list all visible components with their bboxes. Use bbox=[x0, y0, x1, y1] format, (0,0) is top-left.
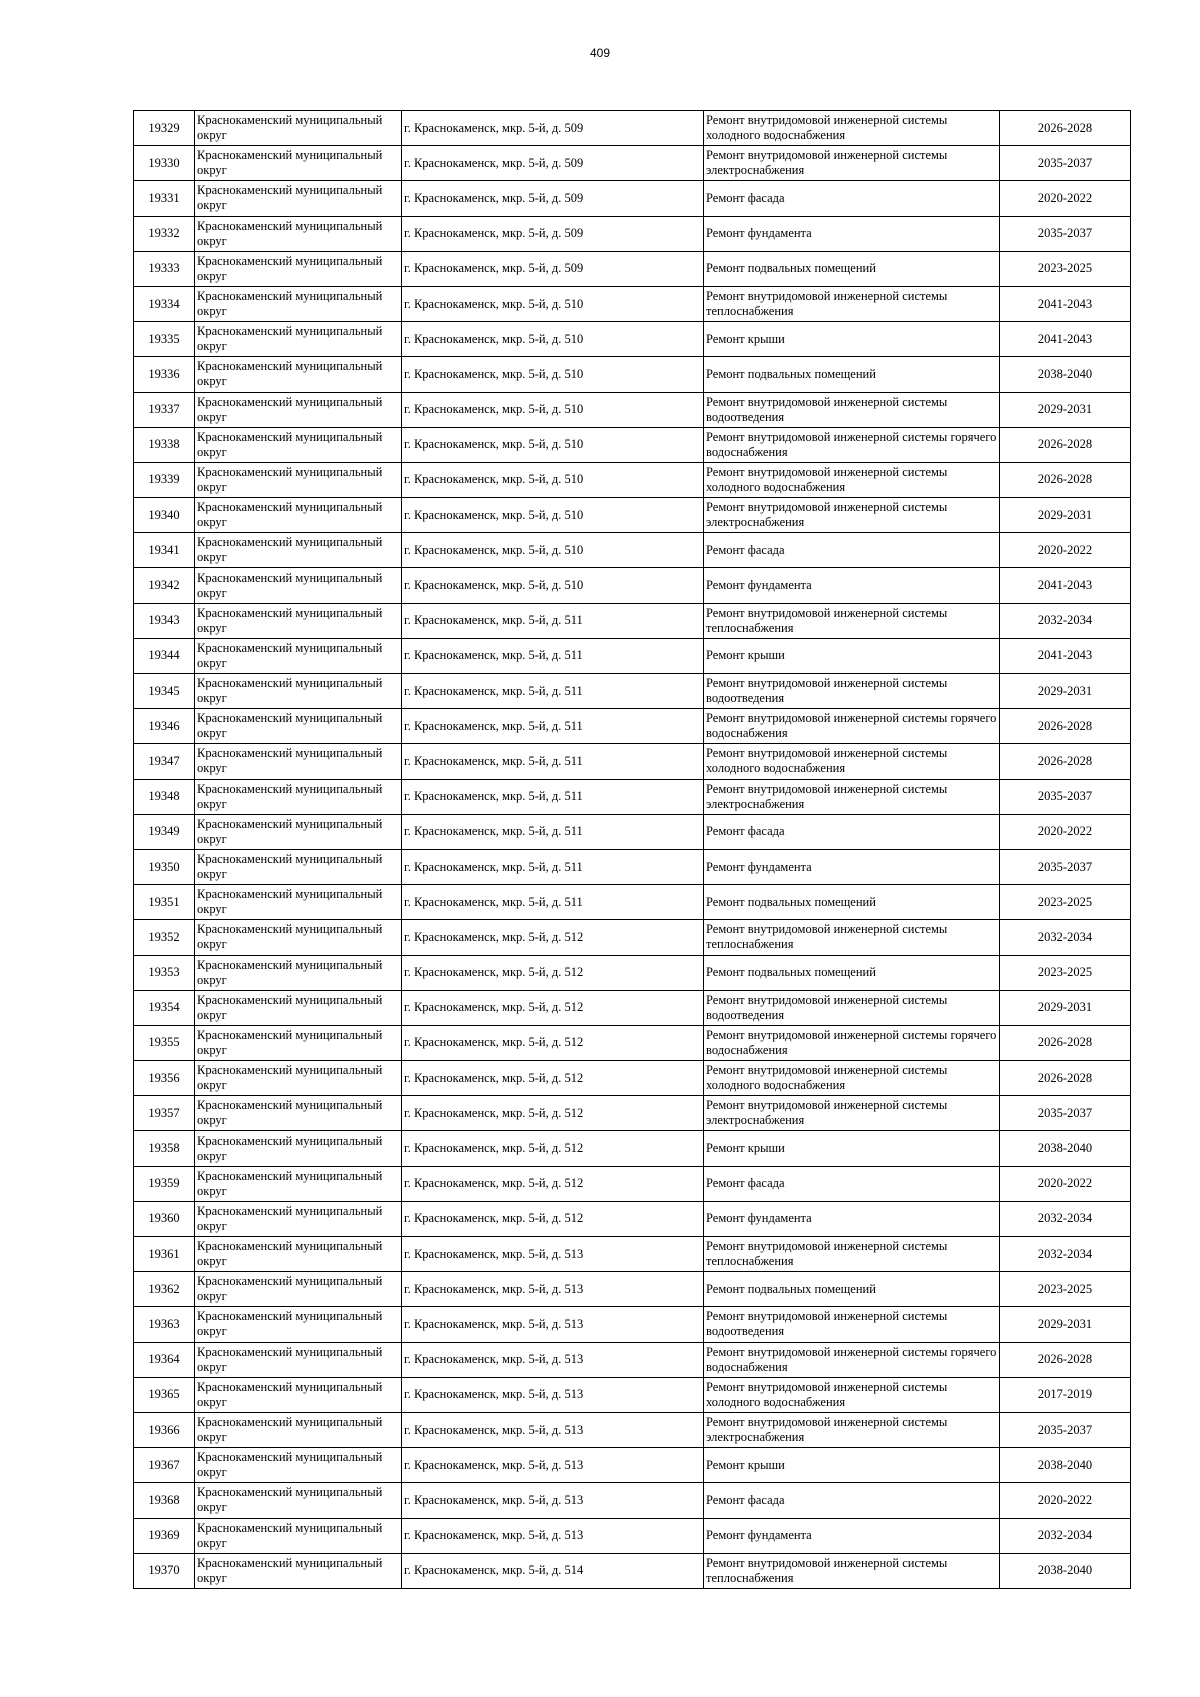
address-cell: г. Краснокаменск, мкр. 5-й, д. 509 bbox=[402, 251, 704, 286]
period-cell: 2020-2022 bbox=[1000, 814, 1131, 849]
district-cell: Краснокаменский муниципальный округ bbox=[195, 814, 402, 849]
work-type-cell: Ремонт фасада bbox=[704, 533, 1000, 568]
period-cell: 2032-2034 bbox=[1000, 1518, 1131, 1553]
work-type-cell: Ремонт подвальных помещений bbox=[704, 251, 1000, 286]
row-number-cell: 19358 bbox=[134, 1131, 195, 1166]
period-cell: 2038-2040 bbox=[1000, 357, 1131, 392]
row-number-cell: 19369 bbox=[134, 1518, 195, 1553]
row-number-cell: 19339 bbox=[134, 462, 195, 497]
period-cell: 2032-2034 bbox=[1000, 603, 1131, 638]
period-cell: 2032-2034 bbox=[1000, 1237, 1131, 1272]
table-row bbox=[134, 1201, 1131, 1236]
period-cell: 2026-2028 bbox=[1000, 462, 1131, 497]
district-cell: Краснокаменский муниципальный округ bbox=[195, 1553, 402, 1588]
row-number-cell: 19346 bbox=[134, 709, 195, 744]
period-cell: 2026-2028 bbox=[1000, 744, 1131, 779]
address-cell: г. Краснокаменск, мкр. 5-й, д. 510 bbox=[402, 286, 704, 321]
district-cell: Краснокаменский муниципальный округ bbox=[195, 990, 402, 1025]
period-cell: 2020-2022 bbox=[1000, 1483, 1131, 1518]
period-cell: 2038-2040 bbox=[1000, 1131, 1131, 1166]
work-type-cell: Ремонт внутридомовой инженерной системы холодного водоснабжения bbox=[704, 1377, 1000, 1412]
period-cell: 2035-2037 bbox=[1000, 779, 1131, 814]
row-number-cell: 19352 bbox=[134, 920, 195, 955]
row-number-cell: 19361 bbox=[134, 1237, 195, 1272]
table-row bbox=[134, 1377, 1131, 1412]
period-cell: 2041-2043 bbox=[1000, 568, 1131, 603]
table-row bbox=[134, 1553, 1131, 1588]
district-cell: Краснокаменский муниципальный округ bbox=[195, 674, 402, 709]
table-row bbox=[134, 603, 1131, 638]
period-cell: 2038-2040 bbox=[1000, 1553, 1131, 1588]
work-type-cell: Ремонт внутридомовой инженерной системы горячего водоснабжения bbox=[704, 427, 1000, 462]
work-type-cell: Ремонт крыши bbox=[704, 638, 1000, 673]
period-cell: 2035-2037 bbox=[1000, 1412, 1131, 1447]
work-type-cell: Ремонт внутридомовой инженерной системы электроснабжения bbox=[704, 498, 1000, 533]
work-type-cell: Ремонт внутридомовой инженерной системы водоотведения bbox=[704, 674, 1000, 709]
work-type-cell: Ремонт внутридомовой инженерной системы горячего водоснабжения bbox=[704, 1025, 1000, 1060]
work-type-cell: Ремонт внутридомовой инженерной системы горячего водоснабжения bbox=[704, 1342, 1000, 1377]
period-cell: 2026-2028 bbox=[1000, 111, 1131, 146]
row-number-cell: 19359 bbox=[134, 1166, 195, 1201]
table-row bbox=[134, 498, 1131, 533]
district-cell: Краснокаменский муниципальный округ bbox=[195, 1131, 402, 1166]
address-cell: г. Краснокаменск, мкр. 5-й, д. 513 bbox=[402, 1518, 704, 1553]
work-type-cell: Ремонт внутридомовой инженерной системы горячего водоснабжения bbox=[704, 709, 1000, 744]
district-cell: Краснокаменский муниципальный округ bbox=[195, 251, 402, 286]
district-cell: Краснокаменский муниципальный округ bbox=[195, 638, 402, 673]
address-cell: г. Краснокаменск, мкр. 5-й, д. 511 bbox=[402, 638, 704, 673]
registry-table bbox=[133, 110, 1131, 1589]
table-row bbox=[134, 216, 1131, 251]
row-number-cell: 19332 bbox=[134, 216, 195, 251]
table-row bbox=[134, 955, 1131, 990]
work-type-cell: Ремонт подвальных помещений bbox=[704, 955, 1000, 990]
work-type-cell: Ремонт внутридомовой инженерной системы водоотведения bbox=[704, 990, 1000, 1025]
row-number-cell: 19350 bbox=[134, 849, 195, 884]
table-row bbox=[134, 1166, 1131, 1201]
period-cell: 2020-2022 bbox=[1000, 1166, 1131, 1201]
table-row bbox=[134, 392, 1131, 427]
address-cell: г. Краснокаменск, мкр. 5-й, д. 513 bbox=[402, 1483, 704, 1518]
district-cell: Краснокаменский муниципальный округ bbox=[195, 1518, 402, 1553]
district-cell: Краснокаменский муниципальный округ bbox=[195, 1272, 402, 1307]
row-number-cell: 19365 bbox=[134, 1377, 195, 1412]
row-number-cell: 19354 bbox=[134, 990, 195, 1025]
address-cell: г. Краснокаменск, мкр. 5-й, д. 510 bbox=[402, 357, 704, 392]
district-cell: Краснокаменский муниципальный округ bbox=[195, 216, 402, 251]
row-number-cell: 19329 bbox=[134, 111, 195, 146]
row-number-cell: 19370 bbox=[134, 1553, 195, 1588]
period-cell: 2020-2022 bbox=[1000, 181, 1131, 216]
work-type-cell: Ремонт крыши bbox=[704, 1448, 1000, 1483]
period-cell: 2029-2031 bbox=[1000, 1307, 1131, 1342]
district-cell: Краснокаменский муниципальный округ bbox=[195, 427, 402, 462]
row-number-cell: 19334 bbox=[134, 286, 195, 321]
district-cell: Краснокаменский муниципальный округ bbox=[195, 849, 402, 884]
table-row bbox=[134, 568, 1131, 603]
address-cell: г. Краснокаменск, мкр. 5-й, д. 511 bbox=[402, 603, 704, 638]
table-row bbox=[134, 674, 1131, 709]
period-cell: 2023-2025 bbox=[1000, 251, 1131, 286]
address-cell: г. Краснокаменск, мкр. 5-й, д. 509 bbox=[402, 111, 704, 146]
table-row bbox=[134, 744, 1131, 779]
row-number-cell: 19330 bbox=[134, 146, 195, 181]
address-cell: г. Краснокаменск, мкр. 5-й, д. 509 bbox=[402, 216, 704, 251]
address-cell: г. Краснокаменск, мкр. 5-й, д. 512 bbox=[402, 1025, 704, 1060]
table-row bbox=[134, 322, 1131, 357]
work-type-cell: Ремонт фундамента bbox=[704, 1201, 1000, 1236]
registry-table-body bbox=[134, 111, 1131, 1589]
table-row bbox=[134, 1272, 1131, 1307]
table-row bbox=[134, 920, 1131, 955]
period-cell: 2026-2028 bbox=[1000, 1342, 1131, 1377]
table-row bbox=[134, 111, 1131, 146]
address-cell: г. Краснокаменск, мкр. 5-й, д. 511 bbox=[402, 779, 704, 814]
district-cell: Краснокаменский муниципальный округ bbox=[195, 955, 402, 990]
work-type-cell: Ремонт фундамента bbox=[704, 1518, 1000, 1553]
district-cell: Краснокаменский муниципальный округ bbox=[195, 1201, 402, 1236]
address-cell: г. Краснокаменск, мкр. 5-й, д. 512 bbox=[402, 1166, 704, 1201]
row-number-cell: 19340 bbox=[134, 498, 195, 533]
address-cell: г. Краснокаменск, мкр. 5-й, д. 512 bbox=[402, 920, 704, 955]
district-cell: Краснокаменский муниципальный округ bbox=[195, 146, 402, 181]
table-row bbox=[134, 990, 1131, 1025]
district-cell: Краснокаменский муниципальный округ bbox=[195, 1237, 402, 1272]
address-cell: г. Краснокаменск, мкр. 5-й, д. 512 bbox=[402, 1061, 704, 1096]
row-number-cell: 19362 bbox=[134, 1272, 195, 1307]
table-row bbox=[134, 1025, 1131, 1060]
period-cell: 2035-2037 bbox=[1000, 849, 1131, 884]
table-row bbox=[134, 357, 1131, 392]
period-cell: 2029-2031 bbox=[1000, 392, 1131, 427]
table-row bbox=[134, 462, 1131, 497]
row-number-cell: 19335 bbox=[134, 322, 195, 357]
table-row bbox=[134, 427, 1131, 462]
work-type-cell: Ремонт фасада bbox=[704, 1483, 1000, 1518]
table-row bbox=[134, 885, 1131, 920]
row-number-cell: 19364 bbox=[134, 1342, 195, 1377]
row-number-cell: 19331 bbox=[134, 181, 195, 216]
work-type-cell: Ремонт внутридомовой инженерной системы холодного водоснабжения bbox=[704, 462, 1000, 497]
work-type-cell: Ремонт внутридомовой инженерной системы теплоснабжения bbox=[704, 1237, 1000, 1272]
district-cell: Краснокаменский муниципальный округ bbox=[195, 568, 402, 603]
row-number-cell: 19349 bbox=[134, 814, 195, 849]
table-row bbox=[134, 251, 1131, 286]
table-row bbox=[134, 1061, 1131, 1096]
address-cell: г. Краснокаменск, мкр. 5-й, д. 510 bbox=[402, 462, 704, 497]
address-cell: г. Краснокаменск, мкр. 5-й, д. 509 bbox=[402, 146, 704, 181]
district-cell: Краснокаменский муниципальный округ bbox=[195, 533, 402, 568]
period-cell: 2026-2028 bbox=[1000, 1061, 1131, 1096]
row-number-cell: 19342 bbox=[134, 568, 195, 603]
work-type-cell: Ремонт внутридомовой инженерной системы водоотведения bbox=[704, 392, 1000, 427]
address-cell: г. Краснокаменск, мкр. 5-й, д. 510 bbox=[402, 498, 704, 533]
address-cell: г. Краснокаменск, мкр. 5-й, д. 513 bbox=[402, 1377, 704, 1412]
row-number-cell: 19367 bbox=[134, 1448, 195, 1483]
period-cell: 2032-2034 bbox=[1000, 920, 1131, 955]
work-type-cell: Ремонт внутридомовой инженерной системы холодного водоснабжения bbox=[704, 1061, 1000, 1096]
row-number-cell: 19355 bbox=[134, 1025, 195, 1060]
table-row bbox=[134, 1096, 1131, 1131]
row-number-cell: 19345 bbox=[134, 674, 195, 709]
work-type-cell: Ремонт фундамента bbox=[704, 849, 1000, 884]
table-row bbox=[134, 1342, 1131, 1377]
period-cell: 2029-2031 bbox=[1000, 498, 1131, 533]
address-cell: г. Краснокаменск, мкр. 5-й, д. 511 bbox=[402, 674, 704, 709]
work-type-cell: Ремонт внутридомовой инженерной системы электроснабжения bbox=[704, 1412, 1000, 1447]
work-type-cell: Ремонт подвальных помещений bbox=[704, 1272, 1000, 1307]
district-cell: Краснокаменский муниципальный округ bbox=[195, 1025, 402, 1060]
district-cell: Краснокаменский муниципальный округ bbox=[195, 498, 402, 533]
district-cell: Краснокаменский муниципальный округ bbox=[195, 322, 402, 357]
address-cell: г. Краснокаменск, мкр. 5-й, д. 510 bbox=[402, 533, 704, 568]
address-cell: г. Краснокаменск, мкр. 5-й, д. 512 bbox=[402, 1096, 704, 1131]
table-row bbox=[134, 1518, 1131, 1553]
address-cell: г. Краснокаменск, мкр. 5-й, д. 509 bbox=[402, 181, 704, 216]
district-cell: Краснокаменский муниципальный округ bbox=[195, 1377, 402, 1412]
row-number-cell: 19366 bbox=[134, 1412, 195, 1447]
table-row bbox=[134, 1483, 1131, 1518]
district-cell: Краснокаменский муниципальный округ bbox=[195, 920, 402, 955]
district-cell: Краснокаменский муниципальный округ bbox=[195, 744, 402, 779]
period-cell: 2026-2028 bbox=[1000, 709, 1131, 744]
work-type-cell: Ремонт внутридомовой инженерной системы электроснабжения bbox=[704, 1096, 1000, 1131]
address-cell: г. Краснокаменск, мкр. 5-й, д. 513 bbox=[402, 1307, 704, 1342]
work-type-cell: Ремонт фундамента bbox=[704, 568, 1000, 603]
district-cell: Краснокаменский муниципальный округ bbox=[195, 462, 402, 497]
row-number-cell: 19353 bbox=[134, 955, 195, 990]
district-cell: Краснокаменский муниципальный округ bbox=[195, 1096, 402, 1131]
address-cell: г. Краснокаменск, мкр. 5-й, д. 511 bbox=[402, 849, 704, 884]
period-cell: 2035-2037 bbox=[1000, 216, 1131, 251]
row-number-cell: 19348 bbox=[134, 779, 195, 814]
row-number-cell: 19338 bbox=[134, 427, 195, 462]
period-cell: 2035-2037 bbox=[1000, 146, 1131, 181]
work-type-cell: Ремонт внутридомовой инженерной системы холодного водоснабжения bbox=[704, 744, 1000, 779]
district-cell: Краснокаменский муниципальный округ bbox=[195, 779, 402, 814]
period-cell: 2020-2022 bbox=[1000, 533, 1131, 568]
period-cell: 2026-2028 bbox=[1000, 427, 1131, 462]
work-type-cell: Ремонт внутридомовой инженерной системы электроснабжения bbox=[704, 779, 1000, 814]
table-row bbox=[134, 1237, 1131, 1272]
period-cell: 2041-2043 bbox=[1000, 638, 1131, 673]
work-type-cell: Ремонт внутридомовой инженерной системы водоотведения bbox=[704, 1307, 1000, 1342]
row-number-cell: 19357 bbox=[134, 1096, 195, 1131]
work-type-cell: Ремонт фасада bbox=[704, 181, 1000, 216]
period-cell: 2038-2040 bbox=[1000, 1448, 1131, 1483]
address-cell: г. Краснокаменск, мкр. 5-й, д. 511 bbox=[402, 814, 704, 849]
address-cell: г. Краснокаменск, мкр. 5-й, д. 512 bbox=[402, 990, 704, 1025]
work-type-cell: Ремонт фасада bbox=[704, 814, 1000, 849]
district-cell: Краснокаменский муниципальный округ bbox=[195, 603, 402, 638]
address-cell: г. Краснокаменск, мкр. 5-й, д. 512 bbox=[402, 1131, 704, 1166]
period-cell: 2023-2025 bbox=[1000, 1272, 1131, 1307]
period-cell: 2041-2043 bbox=[1000, 286, 1131, 321]
district-cell: Краснокаменский муниципальный округ bbox=[195, 1412, 402, 1447]
address-cell: г. Краснокаменск, мкр. 5-й, д. 510 bbox=[402, 322, 704, 357]
table-row bbox=[134, 1448, 1131, 1483]
address-cell: г. Краснокаменск, мкр. 5-й, д. 513 bbox=[402, 1448, 704, 1483]
table-row bbox=[134, 1412, 1131, 1447]
table-row bbox=[134, 146, 1131, 181]
table-row bbox=[134, 1131, 1131, 1166]
table-row bbox=[134, 709, 1131, 744]
work-type-cell: Ремонт внутридомовой инженерной системы электроснабжения bbox=[704, 146, 1000, 181]
table-row bbox=[134, 181, 1131, 216]
address-cell: г. Краснокаменск, мкр. 5-й, д. 510 bbox=[402, 427, 704, 462]
work-type-cell: Ремонт внутридомовой инженерной системы теплоснабжения bbox=[704, 1553, 1000, 1588]
district-cell: Краснокаменский муниципальный округ bbox=[195, 885, 402, 920]
address-cell: г. Краснокаменск, мкр. 5-й, д. 510 bbox=[402, 568, 704, 603]
address-cell: г. Краснокаменск, мкр. 5-й, д. 512 bbox=[402, 955, 704, 990]
table-row bbox=[134, 638, 1131, 673]
address-cell: г. Краснокаменск, мкр. 5-й, д. 512 bbox=[402, 1201, 704, 1236]
table-row bbox=[134, 779, 1131, 814]
work-type-cell: Ремонт внутридомовой инженерной системы теплоснабжения bbox=[704, 920, 1000, 955]
page-number: 409 bbox=[589, 46, 611, 60]
address-cell: г. Краснокаменск, мкр. 5-й, д. 513 bbox=[402, 1412, 704, 1447]
district-cell: Краснокаменский муниципальный округ bbox=[195, 1342, 402, 1377]
period-cell: 2035-2037 bbox=[1000, 1096, 1131, 1131]
work-type-cell: Ремонт крыши bbox=[704, 322, 1000, 357]
address-cell: г. Краснокаменск, мкр. 5-й, д. 513 bbox=[402, 1237, 704, 1272]
work-type-cell: Ремонт внутридомовой инженерной системы теплоснабжения bbox=[704, 603, 1000, 638]
row-number-cell: 19343 bbox=[134, 603, 195, 638]
row-number-cell: 19344 bbox=[134, 638, 195, 673]
table-row bbox=[134, 533, 1131, 568]
table-row bbox=[134, 849, 1131, 884]
period-cell: 2041-2043 bbox=[1000, 322, 1131, 357]
address-cell: г. Краснокаменск, мкр. 5-й, д. 511 bbox=[402, 709, 704, 744]
district-cell: Краснокаменский муниципальный округ bbox=[195, 709, 402, 744]
table-row bbox=[134, 286, 1131, 321]
address-cell: г. Краснокаменск, мкр. 5-й, д. 513 bbox=[402, 1272, 704, 1307]
period-cell: 2026-2028 bbox=[1000, 1025, 1131, 1060]
period-cell: 2029-2031 bbox=[1000, 990, 1131, 1025]
row-number-cell: 19347 bbox=[134, 744, 195, 779]
work-type-cell: Ремонт внутридомовой инженерной системы теплоснабжения bbox=[704, 286, 1000, 321]
district-cell: Краснокаменский муниципальный округ bbox=[195, 392, 402, 427]
period-cell: 2032-2034 bbox=[1000, 1201, 1131, 1236]
table-row bbox=[134, 1307, 1131, 1342]
row-number-cell: 19360 bbox=[134, 1201, 195, 1236]
district-cell: Краснокаменский муниципальный округ bbox=[195, 111, 402, 146]
row-number-cell: 19336 bbox=[134, 357, 195, 392]
work-type-cell: Ремонт крыши bbox=[704, 1131, 1000, 1166]
district-cell: Краснокаменский муниципальный округ bbox=[195, 181, 402, 216]
address-cell: г. Краснокаменск, мкр. 5-й, д. 511 bbox=[402, 744, 704, 779]
row-number-cell: 19337 bbox=[134, 392, 195, 427]
table-row bbox=[134, 814, 1131, 849]
row-number-cell: 19356 bbox=[134, 1061, 195, 1096]
period-cell: 2029-2031 bbox=[1000, 674, 1131, 709]
district-cell: Краснокаменский муниципальный округ bbox=[195, 286, 402, 321]
period-cell: 2017-2019 bbox=[1000, 1377, 1131, 1412]
district-cell: Краснокаменский муниципальный округ bbox=[195, 1166, 402, 1201]
work-type-cell: Ремонт фундамента bbox=[704, 216, 1000, 251]
row-number-cell: 19351 bbox=[134, 885, 195, 920]
row-number-cell: 19368 bbox=[134, 1483, 195, 1518]
address-cell: г. Краснокаменск, мкр. 5-й, д. 514 bbox=[402, 1553, 704, 1588]
row-number-cell: 19363 bbox=[134, 1307, 195, 1342]
address-cell: г. Краснокаменск, мкр. 5-й, д. 511 bbox=[402, 885, 704, 920]
district-cell: Краснокаменский муниципальный округ bbox=[195, 1483, 402, 1518]
row-number-cell: 19341 bbox=[134, 533, 195, 568]
work-type-cell: Ремонт фасада bbox=[704, 1166, 1000, 1201]
district-cell: Краснокаменский муниципальный округ bbox=[195, 357, 402, 392]
district-cell: Краснокаменский муниципальный округ bbox=[195, 1307, 402, 1342]
district-cell: Краснокаменский муниципальный округ bbox=[195, 1061, 402, 1096]
work-type-cell: Ремонт внутридомовой инженерной системы холодного водоснабжения bbox=[704, 111, 1000, 146]
row-number-cell: 19333 bbox=[134, 251, 195, 286]
address-cell: г. Краснокаменск, мкр. 5-й, д. 513 bbox=[402, 1342, 704, 1377]
work-type-cell: Ремонт подвальных помещений bbox=[704, 885, 1000, 920]
period-cell: 2023-2025 bbox=[1000, 885, 1131, 920]
work-type-cell: Ремонт подвальных помещений bbox=[704, 357, 1000, 392]
period-cell: 2023-2025 bbox=[1000, 955, 1131, 990]
district-cell: Краснокаменский муниципальный округ bbox=[195, 1448, 402, 1483]
address-cell: г. Краснокаменск, мкр. 5-й, д. 510 bbox=[402, 392, 704, 427]
